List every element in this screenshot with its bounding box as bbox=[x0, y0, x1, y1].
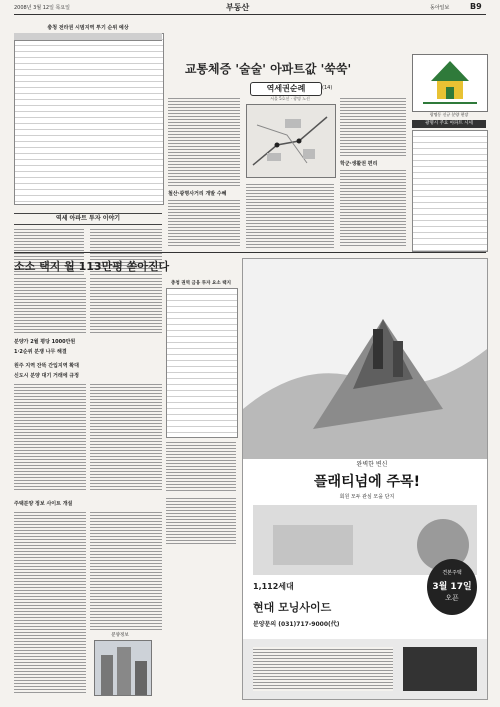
left-box-title: 역세 아파트 투자 이야기 bbox=[14, 213, 162, 225]
main-text-col-1b bbox=[168, 198, 240, 248]
ad-badge-line-3: 오픈 bbox=[445, 594, 459, 602]
right-logo-caption: 광명동 신규 분양 현장 bbox=[429, 112, 469, 117]
story2-sub2: 1·2순위 분쟁 나무 해결 bbox=[14, 349, 67, 355]
top-table bbox=[14, 33, 164, 205]
section-title: 부동산 bbox=[226, 3, 250, 12]
header-rule bbox=[14, 14, 486, 15]
main-headline: 교통체증 '술술' 아파트값 '쑥쑥' bbox=[184, 62, 352, 76]
main-subhead-1: 철산·광명사거리 개발 수혜 bbox=[168, 191, 227, 197]
right-table bbox=[412, 130, 488, 252]
mid-text-2 bbox=[166, 496, 236, 546]
main-text-col-1 bbox=[168, 96, 240, 186]
story2-sub4: 신도시 분양 대기 거래에 규정 bbox=[14, 373, 79, 379]
header-date: 2008년 3월 12일 목요일 bbox=[14, 5, 71, 11]
main-subhead-2: 학군·생활권 편리 bbox=[340, 161, 378, 167]
mid-table-title: 충청 권역 금융 투자 요소 택지 bbox=[171, 281, 231, 286]
series-number: (14) bbox=[322, 85, 333, 91]
ad-phone: 분양문의 (031)717-9000(代) bbox=[253, 621, 340, 628]
story2-sub1: 분양가 2월 평당 1000만원 bbox=[14, 339, 76, 345]
ad-panel bbox=[242, 258, 488, 700]
map-graphic bbox=[247, 105, 335, 177]
subway-map bbox=[246, 104, 336, 178]
ad-copy-2: 플래티넘에 주목! bbox=[314, 474, 420, 490]
main-text-col-3b bbox=[340, 168, 406, 248]
section-divider bbox=[14, 252, 486, 253]
top-table-title: 충청 전라권 시범지역 투기 순위 예상 bbox=[47, 25, 129, 31]
right-table-title: 광명시 주요 아파트 시세 bbox=[412, 120, 486, 128]
ad-date-badge bbox=[427, 559, 477, 615]
main-text-col-3 bbox=[340, 96, 406, 156]
ad-tagline: 회원 모두 관심 모을 단지 bbox=[339, 494, 395, 500]
ad-footer-text bbox=[253, 647, 393, 691]
ad-badge-line-2: 3월 17일 bbox=[432, 582, 472, 592]
main-text-col-2 bbox=[246, 182, 334, 248]
ad-copy-1: 완벽한 변신 bbox=[356, 461, 388, 468]
building-photo-caption: 분양정보 bbox=[111, 633, 129, 638]
mid-table bbox=[166, 288, 238, 438]
bottom-left-title: 주택분양 정보 사이트 개설 bbox=[14, 501, 73, 507]
story2-text-3 bbox=[14, 382, 86, 492]
story2-headline: 소소 택지 월 113만평 쏟아진다 bbox=[14, 260, 170, 273]
right-logo-box bbox=[412, 54, 488, 112]
ad-badge-line-1: 견본주택 bbox=[442, 570, 462, 576]
story2-text-4 bbox=[90, 382, 162, 492]
bottom-left-text-1 bbox=[14, 510, 86, 695]
series-badge: 역세권순례 bbox=[250, 82, 322, 96]
building-icon bbox=[95, 641, 151, 695]
top-table-header bbox=[14, 33, 162, 41]
bottom-left-text-2 bbox=[90, 510, 162, 630]
ad-brand: 현대 모닝사이드 bbox=[253, 601, 332, 614]
mid-text-1 bbox=[166, 440, 236, 492]
ad-units: 1,112세대 bbox=[253, 582, 294, 591]
story2-text-1 bbox=[14, 276, 86, 334]
paper-name: 동아일보 bbox=[430, 5, 450, 11]
page-number: B9 bbox=[470, 2, 482, 11]
housing-logo-icon bbox=[413, 55, 487, 111]
ad-landscape bbox=[243, 259, 487, 459]
story2-text-2 bbox=[90, 276, 162, 334]
ad-footer bbox=[243, 639, 487, 699]
story2-sub3: 원주 지역 잔뜩 간입지역 확대 bbox=[14, 363, 79, 369]
building-photo bbox=[94, 640, 152, 696]
series-subtitle: 서울 5호선 · 광명 노선 bbox=[270, 96, 310, 101]
ad-footer-logos bbox=[403, 647, 477, 691]
